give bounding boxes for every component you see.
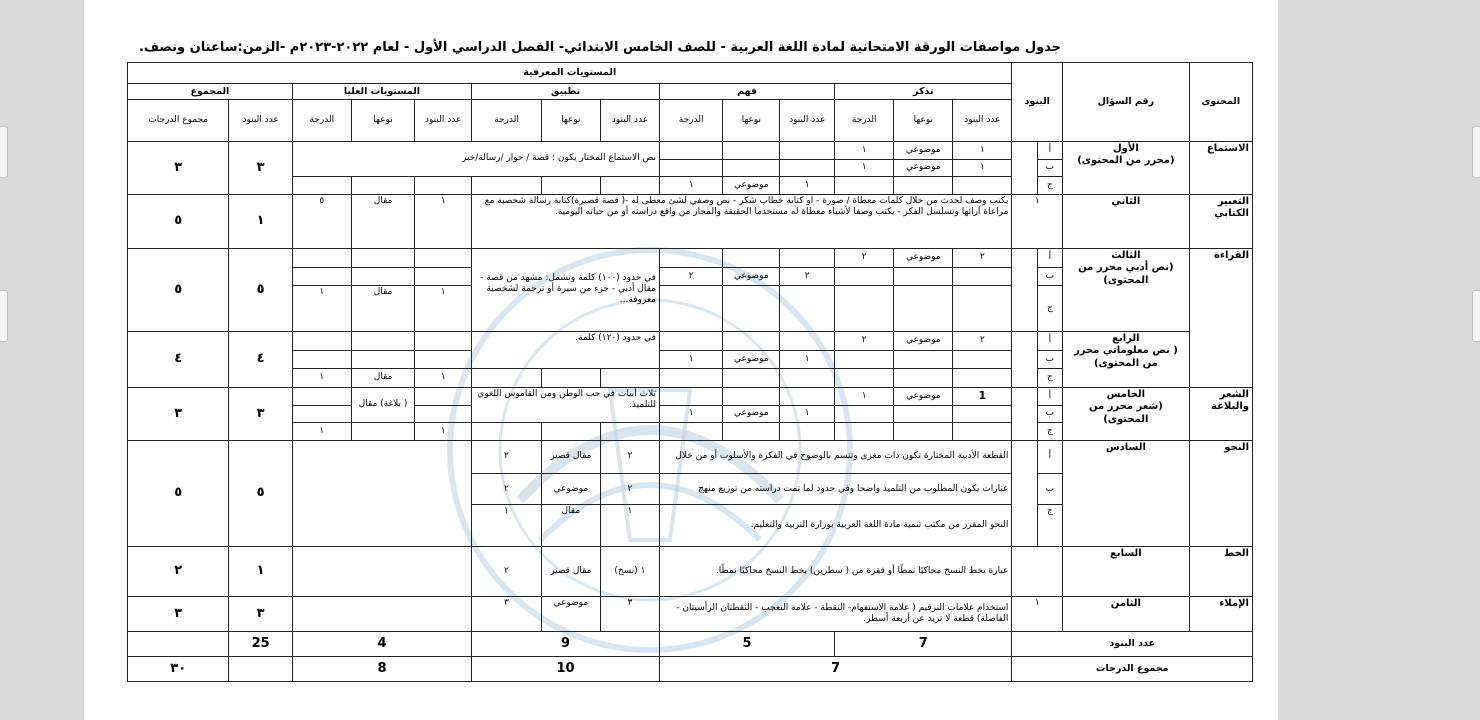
cell-value: ١ — [415, 194, 472, 248]
cell-value: موضوعي — [723, 405, 780, 423]
subject-dictation: الإملاء — [1189, 596, 1252, 631]
summary-count-label: عدد البنود — [1012, 631, 1253, 656]
item-label: ب — [1037, 159, 1062, 177]
header-cognitive-levels: المستويات المعرفية — [128, 63, 1012, 84]
item-label: ج — [1037, 423, 1062, 441]
left-scroll-tab-top[interactable] — [0, 126, 8, 178]
cell-value: ٢ — [600, 474, 659, 505]
cell-value: ٢ — [659, 267, 722, 286]
item-label: ج — [1037, 286, 1062, 332]
cell-value: موضوعي — [541, 596, 600, 631]
cell-value: ١ — [292, 369, 351, 388]
cell-value: ٣ — [229, 141, 292, 194]
header-content: المحتوى — [1189, 63, 1252, 142]
cell-value: ٣ — [128, 387, 229, 440]
header-understand: فهم — [659, 83, 834, 100]
cell-value: ٥ — [128, 440, 229, 546]
cell-value: ١ — [659, 177, 722, 195]
cell-value: مقال — [351, 286, 414, 332]
summary-count-higher: 4 — [292, 631, 471, 656]
reading1-note: في حدود (١٠٠) كلمة وتشمل: مشهد من قصة - مقال أدبي - جزء من سيرة أو ترجمة لشخصية معروفة... — [472, 248, 660, 331]
header-apply-count: عدد البنود — [600, 100, 659, 142]
left-scroll-tab-bottom[interactable] — [0, 290, 8, 342]
cell-value: 1 — [953, 387, 1012, 405]
cell-value: ١ — [229, 194, 292, 248]
cell-value: ٢ — [835, 248, 894, 267]
summary-grades-total: ٣٠ — [128, 656, 229, 681]
summary-count-total: 25 — [229, 631, 292, 656]
cell-value: ٣ — [600, 596, 659, 631]
cell-value: ٢ — [128, 546, 229, 596]
cell-value: موضوعي — [894, 159, 953, 177]
cell-value: ٢ — [835, 331, 894, 350]
item-label: ب — [1037, 267, 1062, 286]
cell-value: موضوعي — [541, 474, 600, 505]
cell-value: ١ — [659, 350, 722, 369]
reading2-note: في حدود (١٢٠) كلمة. — [472, 331, 660, 368]
cell-value: ١ — [472, 505, 542, 547]
cell-value: ٢ — [472, 440, 542, 473]
header-remember-count: عدد البنود — [953, 100, 1012, 142]
cell-value: موضوعي — [723, 267, 780, 286]
question-second: الثاني — [1063, 194, 1190, 248]
cell-value: ١ — [415, 423, 472, 441]
cell-value: موضوعي — [723, 177, 780, 195]
header-remember-type: نوعها — [894, 100, 953, 142]
item-label: أ — [1037, 387, 1062, 405]
cell-value: ١ — [659, 405, 722, 423]
cell-value: ١ — [780, 350, 835, 369]
question-first: الأول (محرر من المحتوى) — [1063, 141, 1190, 194]
header-total: المجموع — [128, 83, 293, 100]
header-higher-count: عدد البنود — [415, 100, 472, 142]
subject-listening: الاستماع — [1189, 141, 1252, 194]
cell-value: ٣ — [128, 596, 229, 631]
cell-value: ١ — [292, 423, 351, 441]
subject-calligraphy: الخط — [1189, 546, 1252, 596]
listening-note: نص الاستماع المختار يكون : قصة / حوار /رسالة/خبر — [292, 141, 659, 176]
item-label: ج — [1037, 177, 1062, 195]
cell-value: ٥ — [229, 440, 292, 546]
cell-value: مقال قصير — [541, 440, 600, 473]
item-label: أ — [1037, 141, 1062, 159]
poetry-note: ثلاث أبيات في حب الوطن ومن القاموس اللغوي للتلميذ. — [472, 387, 660, 422]
cell-value: ٢ — [780, 267, 835, 286]
item-label: ب — [1037, 350, 1062, 369]
cell-value: مقال — [541, 505, 600, 547]
cell-value: ١ — [229, 546, 292, 596]
cell-value: ١ — [953, 141, 1012, 159]
cell-value: ١ — [835, 159, 894, 177]
document-title: جدول مواصفات الورقة الامتحانية لمادة اللغة العربية - للصف الخامس الابتدائي- الفصل الدراسي الأول - لعام ٢٠٢٢-٢٠٢٣م -الزمن:ساعتان ونصف. — [138, 40, 1062, 55]
cell-value: مقال — [351, 194, 414, 248]
header-items: البنود — [1012, 63, 1063, 142]
question-eighth: الثامن — [1063, 596, 1190, 631]
cell-value: ٥ — [128, 248, 229, 331]
cell-value: ٣ — [472, 596, 542, 631]
question-fourth: الرابع ( نص معلوماتي محرر من المحتوى) — [1063, 331, 1190, 387]
subject-grammar: النحو — [1189, 440, 1252, 546]
item-label: ج — [1037, 505, 1062, 547]
cell-value: موضوعي — [723, 350, 780, 369]
cell-value: ١ — [835, 387, 894, 405]
grammar-description-1: القطعة الأدبية المختارة تكون ذات مغزى وتتسم بالوضوح في الفكرة والأسلوب أو من خلال — [659, 440, 1011, 473]
cell-value: موضوعي — [894, 248, 953, 267]
header-understand-grade: الدرجة — [659, 100, 722, 142]
header-understand-count: عدد البنود — [780, 100, 835, 142]
summary-count-remember: 7 — [835, 631, 1012, 656]
cell-value: ١ — [415, 286, 472, 332]
cell-value: ٢ — [472, 474, 542, 505]
cell-value: ١ (نسخ) — [600, 546, 659, 596]
header-apply-grade: الدرجة — [472, 100, 542, 142]
item-label: أ — [1037, 248, 1062, 267]
cell-value: ٤ — [229, 331, 292, 387]
cell-value: ١ — [415, 369, 472, 388]
cell-value: ٥ — [128, 194, 229, 248]
writing-description: يكتب وصف لحدث من خلال كلمات معطاة / صورة - او كتابة خطاب شكر - نص وصفي لشئ معطى له -( قصة قصيرة)كتابة رسالة شخصية مع مراعاة آرائها وتسلسل الفكر - يكتب وصفا لأشياء معطاة له مستخدما الحقيقة والمجاز من واقع دراسته أو من حياته اليومية. — [472, 194, 1012, 248]
item-label: أ — [1037, 331, 1062, 350]
cell-value: موضوعي — [894, 331, 953, 350]
spacer-cell — [1012, 141, 1037, 194]
cell-value: موضوعي — [894, 141, 953, 159]
cell-value: موضوعي — [894, 387, 953, 405]
cell-value: ١ — [780, 405, 835, 423]
header-total-count: عدد البنود — [229, 100, 292, 142]
specification-table — [127, 62, 1253, 682]
item-label: ب — [1037, 405, 1062, 423]
summary-grades-remember-understand: 7 — [659, 656, 1011, 681]
grammar-description-2: عبارات يكون المطلوب من التلميذ واضحا وفي حدود لما تمت دراسته من توزيع منهج — [659, 474, 1011, 505]
cell-value: ٢ — [953, 248, 1012, 267]
cell-value: ٢ — [953, 331, 1012, 350]
header-apply-type: نوعها — [541, 100, 600, 142]
header-remember-grade: الدرجة — [835, 100, 894, 142]
cell-value: ٢ — [472, 546, 542, 596]
item-label: ١ — [1012, 596, 1063, 631]
dictation-description: استخدام علامات الترقيم ( علامة الاستفهام- النقطة - علامة التعجب - النقطتان الرأسيتان - الفاصلة) قطعة لا تزيد عن أربعة أسطر. — [659, 596, 1011, 631]
header-higher: المستويات العليا — [292, 83, 471, 100]
subject-poetry: الشعر والبلاغة — [1189, 387, 1252, 440]
cell-value: مقال قصير — [541, 546, 600, 596]
cell-value: ٢ — [600, 440, 659, 473]
summary-grades-apply: 10 — [472, 656, 660, 681]
calligraphy-description: عبارة بخط النسخ محاكيًا نمطًا أو فقرة من ( سطرين) بخط النسخ محاكيًا نمطًا. — [659, 546, 1011, 596]
cell-value: ٤ — [128, 331, 229, 387]
cell-value: ( بلاغة) مقال — [351, 387, 414, 422]
cell-value: ١ — [292, 286, 351, 332]
item-label: ج — [1037, 369, 1062, 388]
question-seventh: السابع — [1063, 546, 1190, 596]
cell-value: ٣ — [229, 596, 292, 631]
header-apply: تطبيق — [472, 83, 660, 100]
summary-count-understand: 5 — [659, 631, 834, 656]
header-remember: تذكر — [835, 83, 1012, 100]
item-label: أ — [1037, 440, 1062, 473]
question-third: الثالث (نص أدبي محرر من المحتوى) — [1063, 248, 1190, 331]
subject-writing: التعبير الكتابي — [1189, 194, 1252, 248]
summary-grades-higher: 8 — [292, 656, 471, 681]
subject-reading: القراءة — [1189, 248, 1252, 387]
header-higher-grade: الدرجة — [292, 100, 351, 142]
header-question-no: رقم السؤال — [1063, 63, 1190, 142]
cell-value: ١ — [835, 141, 894, 159]
item-label: ١ — [1012, 194, 1063, 248]
cell-value: ٣ — [128, 141, 229, 194]
header-higher-type: نوعها — [351, 100, 414, 142]
header-understand-type: نوعها — [723, 100, 780, 142]
question-sixth: السادس — [1063, 440, 1190, 546]
question-fifth: الخامس (شعر محرر من المحتوى) — [1063, 387, 1190, 440]
right-scroll-tab-bottom[interactable] — [1472, 290, 1480, 342]
right-scroll-tab-top[interactable] — [1472, 126, 1480, 178]
item-label: ب — [1037, 474, 1062, 505]
cell-value: ٣ — [229, 387, 292, 440]
grammar-description-3: النحو المقرر من مكتب تنمية مادة اللغة العربية بوزارة التربية والتعليم. — [659, 505, 1011, 547]
cell-value: ١ — [600, 505, 659, 547]
summary-grades-label: مجموع الدرجات — [1012, 656, 1253, 681]
cell-value: مقال — [351, 369, 414, 388]
summary-count-apply: 9 — [472, 631, 660, 656]
cell-value: ١ — [953, 159, 1012, 177]
cell-value: ١ — [780, 177, 835, 195]
header-total-grades: مجموع الدرجات — [128, 100, 229, 142]
cell-value: ٥ — [229, 248, 292, 331]
cell-value: ٥ — [292, 194, 351, 248]
